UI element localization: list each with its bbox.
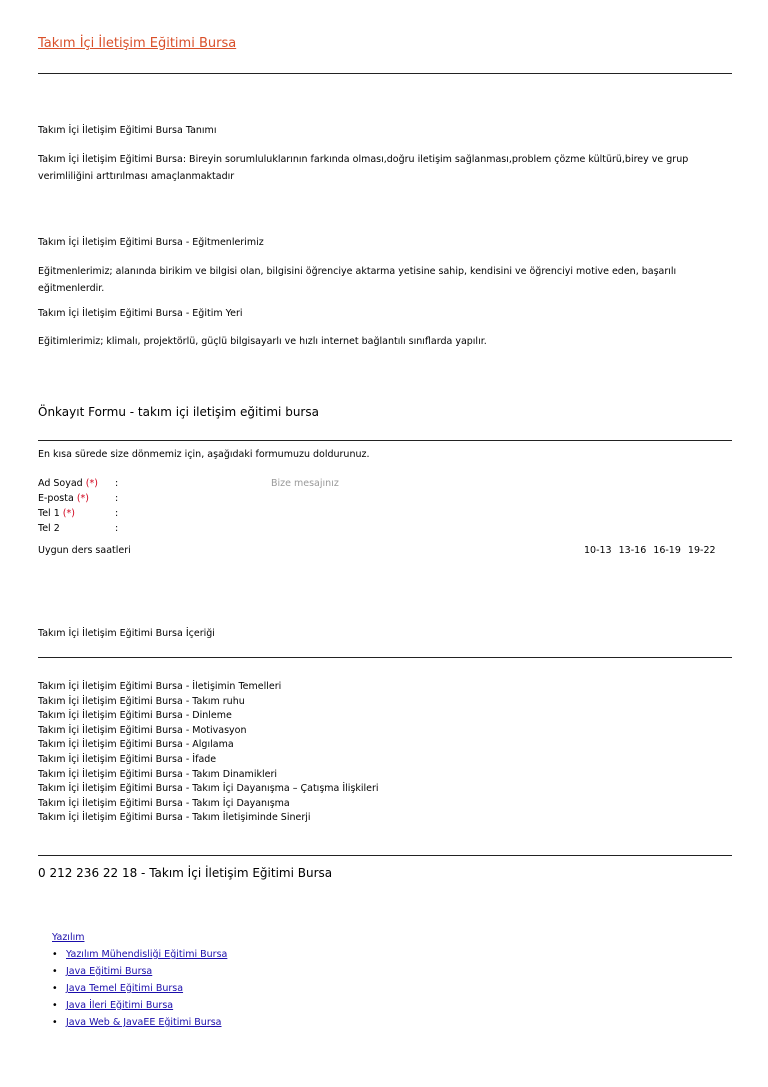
- location-text: Eğitimlerimiz; klimalı, projektörlü, güçlü bilgisayarlı ve hızlı internet bağlantılı sınıflarda yapılır.: [38, 336, 487, 347]
- contents-heading: Takım İçi İletişim Eğitimi Bursa İçeriği: [38, 628, 215, 639]
- list-item: Takım İçi İletişim Eğitimi Bursa - Takım ruhu: [38, 695, 245, 707]
- message-textarea[interactable]: Bize mesajınız: [271, 478, 339, 489]
- bullet-icon: •: [52, 966, 58, 977]
- tel1-field-label: Tel 1 (*): [38, 508, 75, 519]
- contents-list: [38, 680, 379, 826]
- tel1-field-colon: :: [115, 508, 119, 519]
- list-item: Takım İçi İletişim Eğitimi Bursa - Motivasyon: [38, 724, 247, 736]
- email-field-label: E-posta (*): [38, 493, 89, 504]
- list-item: [52, 963, 227, 980]
- tel2-field-label: Tel 2: [38, 523, 60, 534]
- hours-label: Uygun ders saatleri: [38, 545, 131, 556]
- list-item: Takım İçi İletişim Eğitimi Bursa - İfade: [38, 753, 217, 765]
- footer-link[interactable]: Java Web & JavaEE Eğitimi Bursa: [66, 1017, 222, 1028]
- contact-phone: 0 212 236 22 18 - Takım İçi İletişim Eğitimi Bursa: [38, 866, 333, 880]
- list-item: [52, 946, 227, 963]
- header-divider: [38, 73, 732, 74]
- footer-link[interactable]: Yazılım Mühendisliği Eğitimi Bursa: [66, 949, 228, 960]
- contents-divider: [38, 657, 732, 658]
- bullet-icon: •: [52, 949, 58, 960]
- list-item: [52, 997, 227, 1014]
- hours-slots: [580, 545, 716, 556]
- name-field-colon: :: [115, 478, 119, 489]
- slot-option[interactable]: 19-22: [687, 545, 716, 556]
- slot-option[interactable]: 13-16: [618, 545, 647, 556]
- contact-divider: [38, 855, 732, 856]
- required-mark: (*): [76, 493, 89, 504]
- slot-option[interactable]: 10-13: [584, 545, 612, 556]
- footer-links: [52, 929, 227, 1031]
- bullet-icon: •: [52, 983, 58, 994]
- definition-heading: Takım İçi İletişim Eğitimi Bursa Tanımı: [38, 125, 217, 136]
- list-item: [52, 1014, 227, 1031]
- page-title-link[interactable]: Takım İçi İletişim Eğitimi Bursa: [38, 36, 237, 51]
- footer-link[interactable]: Java Eğitimi Bursa: [66, 966, 153, 977]
- definition-text: Takım İçi İletişim Eğitimi Bursa: Bireyin sorumluluklarının farkında olması,doğru iletişim sağlanması,problem çözme kültürü,birey ve grup verimliliğini arttırılması amaçlanmaktadır: [38, 154, 689, 182]
- trainers-text: Eğitmenlerimiz; alanında birikim ve bilgisi olan, bilgisini öğrenciye aktarma yetisine sahip, kendisini ve öğrenciyi motive eden, başarılı eğitmenlerdir.: [38, 266, 677, 294]
- trainers-heading: Takım İçi İletişim Eğitimi Bursa - Eğitmenlerimiz: [38, 237, 264, 248]
- footer-link[interactable]: Java İleri Eğitimi Bursa: [66, 1000, 174, 1011]
- footer-link[interactable]: Java Temel Eğitimi Bursa: [66, 983, 184, 994]
- list-item: Takım İçi İletişim Eğitimi Bursa - İletişimin Temelleri: [38, 681, 282, 692]
- form-intro: En kısa sürede size dönmemiz için, aşağıdaki formumuzu doldurunuz.: [38, 449, 370, 460]
- list-item: Takım İçi İletişim Eğitimi Bursa - Takım İçi Dayanışma – Çatışma İlişkileri: [38, 783, 379, 795]
- list-item: [52, 980, 227, 997]
- list-item: Takım İçi İletişim Eğitimi Bursa - Takım Dinamikleri: [38, 768, 277, 780]
- link-list: [52, 946, 227, 1031]
- required-mark: (*): [62, 508, 75, 519]
- email-field-colon: :: [115, 493, 119, 504]
- form-divider: [38, 440, 732, 441]
- bullet-icon: •: [52, 1000, 58, 1011]
- list-item: Takım İçi İletişim Eğitimi Bursa - Takım İletişiminde Sinerji: [38, 812, 311, 824]
- list-item: Takım İçi İletişim Eğitimi Bursa - Algılama: [38, 739, 234, 751]
- slot-option[interactable]: 16-19: [653, 545, 681, 556]
- list-item: Takım İçi İletişim Eğitimi Bursa - Takım İçi Dayanışma: [38, 797, 290, 809]
- category-link[interactable]: Yazılım: [52, 932, 85, 943]
- name-field-label: Ad Soyad (*): [38, 478, 98, 489]
- required-mark: (*): [85, 478, 98, 489]
- form-heading: Önkayıt Formu - takım içi iletişim eğitimi bursa: [38, 405, 319, 419]
- bullet-icon: •: [52, 1017, 58, 1028]
- location-heading: Takım İçi İletişim Eğitimi Bursa - Eğitim Yeri: [38, 308, 243, 319]
- tel2-field-colon: :: [115, 523, 119, 534]
- list-item: Takım İçi İletişim Eğitimi Bursa - Dinleme: [38, 710, 232, 722]
